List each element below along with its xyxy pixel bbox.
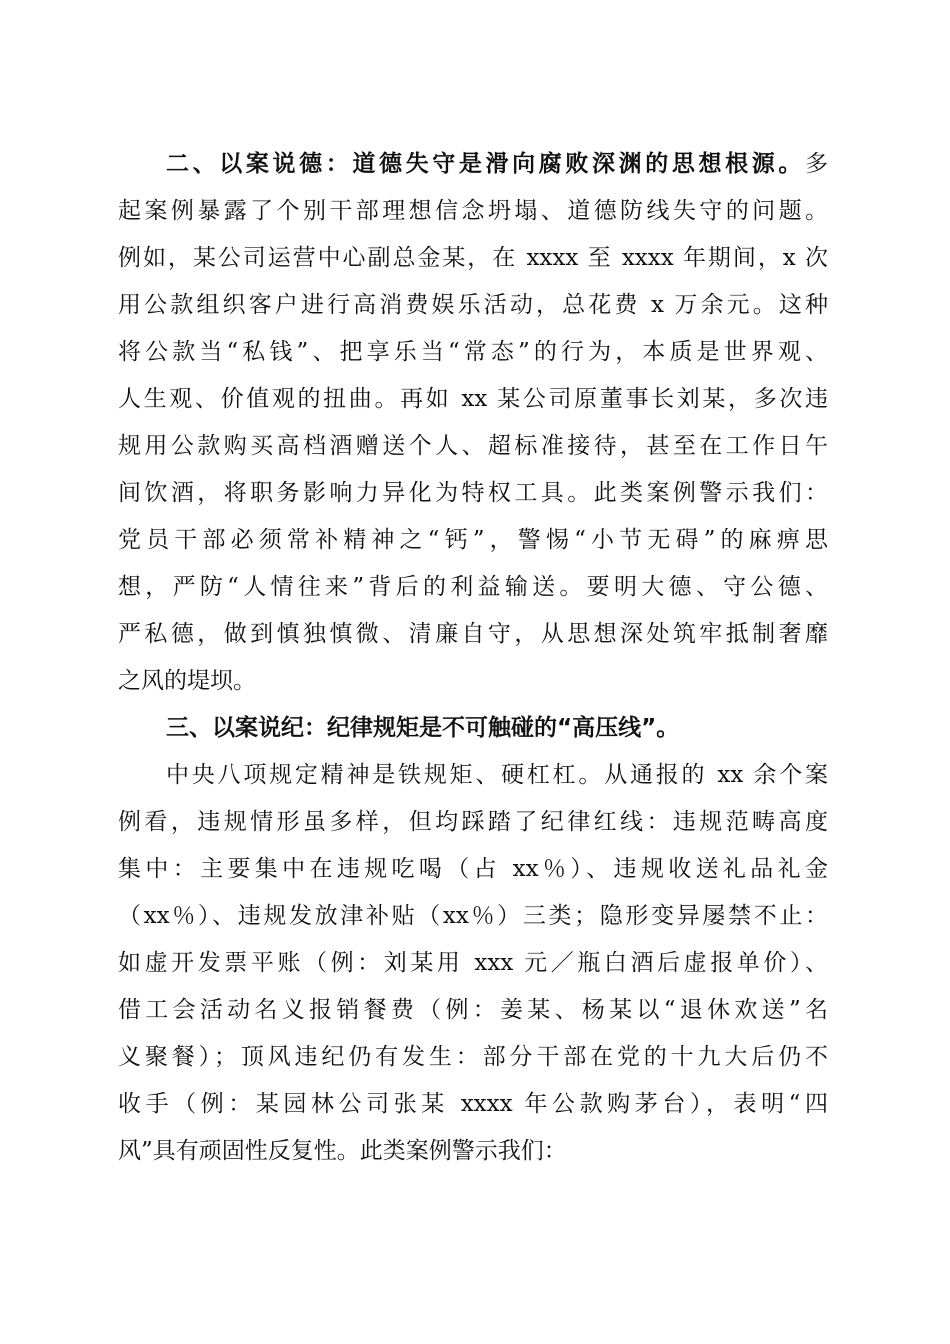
- section2-first-line: [118, 141, 828, 188]
- section2-line: 将公款当“私钱”、把享乐当“常态”的行为，本质是世界观、: [118, 339, 828, 365]
- section3-line: 义聚餐）；顶风违纪仍有发生：部分干部在党的十九大后仍不: [118, 1044, 828, 1070]
- section3-line: （xx％）、违规发放津补贴（xx％）三类；隐形变异屡禁不止：: [118, 903, 828, 929]
- document-body: [118, 141, 828, 1175]
- section2-heading: 二、以案说德：道德失守是滑向腐败深渊的思想根源。: [166, 151, 805, 177]
- section2-line: 用公款组织客户进行高消费娱乐活动，总花费 x 万余元。这种: [118, 292, 828, 318]
- section3-line: 集中：主要集中在违规吃喝（占 xx％）、违规收送礼品礼金: [118, 856, 828, 882]
- section2-line: 起案例暴露了个别干部理想信念坍塌、道德防线失守的问题。: [118, 198, 828, 224]
- section3-line: 中央八项规定精神是铁规矩、硬杠杠。从通报的 xx 余个案: [166, 762, 828, 788]
- section3-line: 如虚开发票平账（例：刘某用 xxx 元／瓶白酒后虚报单价）、: [118, 950, 828, 976]
- section2-line: 党员干部必须常补精神之“钙”，警惕“小节无碍”的麻痹思: [118, 527, 828, 553]
- section2-line: 严私德，做到慎独慎微、清廉自守，从思想深处筑牢抵制奢靡: [118, 621, 828, 647]
- section2-line-0: 多: [805, 151, 828, 177]
- section3-line: 风”具有顽固性反复性。此类案例警示我们：: [118, 1138, 567, 1164]
- section2-line: 间饮酒，将职务影响力异化为特权工具。此类案例警示我们：: [118, 480, 828, 506]
- section3-line: 收手（例：某园林公司张某 xxxx 年公款购茅台），表明“四: [118, 1091, 828, 1117]
- section3-line: 借工会活动名义报销餐费（例：姜某、杨某以“退休欢送”名: [118, 997, 828, 1023]
- section2-line: 人生观、价值观的扭曲。再如 xx 某公司原董事长刘某，多次违: [118, 386, 828, 412]
- section2-line: 想，严防“人情往来”背后的利益输送。要明大德、守公德、: [118, 574, 828, 600]
- section3-line: 例看，违规情形虽多样，但均踩踏了纪律红线：违规范畴高度: [118, 809, 828, 835]
- section2-line: 之风的堤坝。: [118, 668, 256, 694]
- section3-heading: 三、以案说纪：纪律规矩是不可触碰的“高压线”。: [166, 715, 680, 741]
- section2-line: 规用公款购买高档酒赠送个人、超标准接待，甚至在工作日午: [118, 433, 828, 459]
- section2-line: 例如，某公司运营中心副总金某，在 xxxx 至 xxxx 年期间，x 次: [118, 245, 828, 271]
